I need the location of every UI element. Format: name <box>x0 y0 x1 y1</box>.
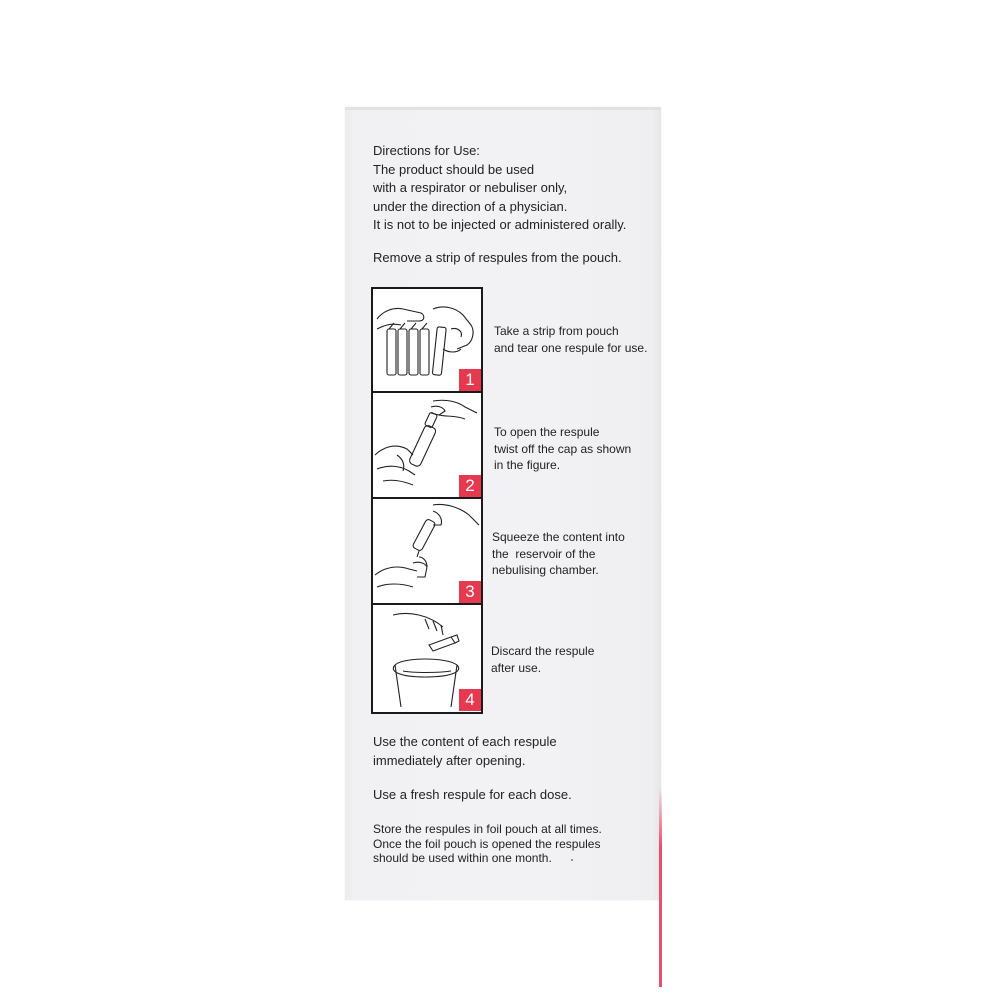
directions-block <box>373 142 626 235</box>
step-3-caption: Squeeze the content into the reservoir of the nebulising chamber. <box>492 530 625 577</box>
carton-red-edge <box>659 787 662 987</box>
intro-text: Remove a strip of respules from the pouch. <box>373 250 622 265</box>
step-1-panel <box>373 289 481 393</box>
steps-illustration-frame <box>371 287 483 714</box>
step-number-badge: 2 <box>459 475 481 497</box>
directions-line-3: under the direction of a physician. <box>373 198 568 214</box>
step-2-panel <box>373 395 481 499</box>
step-number-badge: 3 <box>459 581 481 603</box>
step-4-panel <box>373 607 481 711</box>
carton-side-panel <box>345 107 661 900</box>
step-1-caption: Take a strip from pouch and tear one respule for use. <box>494 324 648 355</box>
note-immediate-use: Use the content of each respule immediately after opening. <box>373 734 557 768</box>
directions-heading: Directions for Use: <box>373 143 480 158</box>
directions-line-1: The product should be used <box>373 161 535 177</box>
step-number-badge: 1 <box>459 369 481 391</box>
directions-line-4: It is not to be injected or administered orally. <box>373 217 627 232</box>
step-2-caption: To open the respule twist off the cap as shown in the figure. <box>494 425 632 472</box>
print-speck <box>571 859 573 861</box>
step-4-caption: Discard the respule after use. <box>491 644 595 675</box>
note-storage: Store the respules in foil pouch at all times. Once the foil pouch is opened the respules should be used within one month. <box>373 822 602 865</box>
step-3-panel <box>373 501 481 605</box>
carton-top-edge <box>345 107 661 110</box>
directions-line-2: with a respirator or nebuliser only, <box>373 180 568 195</box>
note-fresh-respule: Use a fresh respule for each dose. <box>373 787 572 802</box>
step-number-badge: 4 <box>459 689 481 711</box>
